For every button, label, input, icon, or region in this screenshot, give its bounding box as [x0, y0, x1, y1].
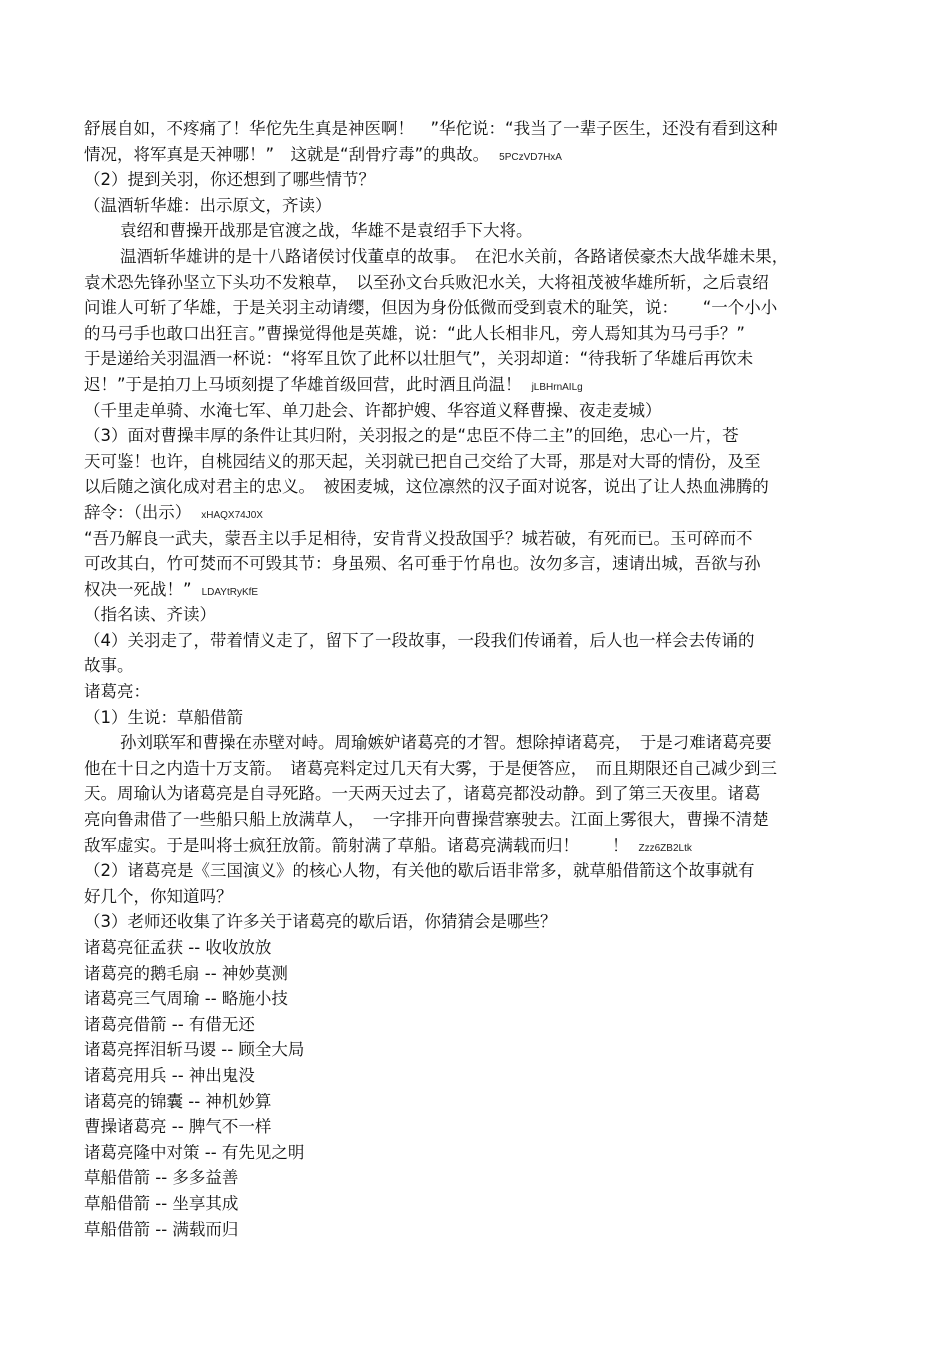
paragraph: [84, 858, 868, 909]
paragraph: [84, 1191, 868, 1217]
text-line: [84, 884, 868, 910]
line-text: （1）生说：草船借箭: [84, 707, 243, 727]
paragraph: [84, 986, 868, 1012]
line-text: （千里走单骑、水淹七军、单刀赴会、许都护嫂、华容道义释曹操、夜走麦城）: [84, 400, 662, 420]
text-line: [84, 833, 868, 859]
text-line: [84, 321, 868, 347]
line-text: 诸葛亮借箭 -- 有借无还: [84, 1014, 255, 1034]
line-text: 于是递给关羽温酒一杯说：“将军且饮了此杯以壮胆气”，关羽却道：“待我斩了华雄后再饮未: [84, 349, 754, 369]
line-text: 天可鉴！也许，自桃园结义的那天起，关羽就已把自己交给了大哥，那是对大哥的情份，及至: [84, 451, 761, 471]
line-text: 可改其白，竹可焚而不可毁其节：身虽殒、名可垂于竹帛也。汝勿多言，速请出城，吾欲与孙: [84, 554, 761, 574]
paragraph: [84, 218, 868, 244]
reference-code: LDAYtRyKfE: [201, 586, 259, 598]
paragraph: [84, 909, 868, 935]
line-text: 袁绍和曹操开战那是官渡之战，华雄不是袁绍手下大将。: [120, 221, 533, 241]
line-text: 问谁人可斩了华雄，于是关羽主动请缨，但因为身份低微而受到袁术的耻笑，说： “一个小小: [84, 298, 778, 318]
text-line: [84, 423, 868, 449]
line-text: 诸葛亮隆中对策 -- 有先见之明: [84, 1142, 305, 1162]
text-line: [84, 474, 868, 500]
paragraph: [84, 935, 868, 961]
paragraph: [84, 602, 868, 628]
text-line: [84, 346, 868, 372]
text-line: [84, 730, 868, 756]
line-text: 天。周瑜认为诸葛亮是自寻死路。一天两天过去了，诸葛亮都没动静。到了第三天夜里。诸葛: [84, 784, 761, 804]
line-text: 故事。: [84, 656, 134, 676]
line-text: 草船借箭 -- 多多益善: [84, 1168, 239, 1188]
text-line: [84, 807, 868, 833]
text-line: [84, 398, 868, 424]
text-line: [84, 602, 868, 628]
text-line: [84, 679, 868, 705]
text-line: [84, 218, 868, 244]
line-text: 辞令：（出示）: [84, 502, 192, 522]
line-text: （4）关羽走了，带着情义走了，留下了一段故事，一段我们传诵着，后人也一样会去传诵的: [84, 630, 755, 650]
text-line: [84, 142, 868, 168]
line-text: 敌军虚实。于是叫将士疯狂放箭。箭射满了草船。诸葛亮满载而归！ ！: [84, 835, 629, 855]
line-text: 好几个，你知道吗？: [84, 886, 233, 906]
paragraph: [84, 961, 868, 987]
paragraph: [84, 1037, 868, 1063]
paragraph: [84, 628, 868, 679]
text-line: [84, 449, 868, 475]
reference-code: jLBHrnAILg: [531, 381, 583, 393]
line-text: 诸葛亮挥泪斩马谡 -- 顾全大局: [84, 1040, 305, 1060]
paragraph: [84, 526, 868, 603]
paragraph: [84, 1114, 868, 1140]
paragraph: [84, 1063, 868, 1089]
paragraph: [84, 423, 868, 525]
line-text: 权决一死战！”: [84, 579, 192, 599]
text-line: [84, 1089, 868, 1115]
line-text: （2）提到关羽，你还想到了哪些情节？: [84, 170, 375, 190]
line-text: 的马弓手也敢口出狂言。”曹操觉得他是英雄，说：“此人长相非凡，旁人焉知其为马弓手？”: [84, 323, 745, 343]
text-line: [84, 858, 868, 884]
text-line: [84, 372, 868, 398]
text-line: [84, 1140, 868, 1166]
paragraph: [84, 116, 868, 167]
paragraph: [84, 1217, 868, 1243]
text-line: [84, 551, 868, 577]
text-line: [84, 244, 868, 270]
text-line: [84, 500, 868, 526]
text-line: [84, 909, 868, 935]
paragraph: [84, 398, 868, 424]
text-line: [84, 781, 868, 807]
line-text: 诸葛亮征孟获 -- 收收放放: [84, 938, 272, 957]
line-text: 诸葛亮三气周瑜 -- 略施小技: [84, 989, 288, 1009]
line-text: 迟！”于是拍刀上马顷刻提了华雄首级回营，此时酒且尚温！: [84, 374, 522, 394]
text-line: [84, 1191, 868, 1217]
text-line: [84, 653, 868, 679]
text-line: [84, 116, 868, 142]
paragraph: [84, 1140, 868, 1166]
line-text: 草船借箭 -- 坐享其成: [84, 1193, 239, 1213]
paragraph: [84, 705, 868, 731]
reference-code: xHAQX74J0X: [201, 509, 263, 521]
line-text: 孙刘联军和曹操在赤壁对峙。周瑜嫉妒诸葛亮的才智。想除掉诸葛亮， 于是刁难诸葛亮要: [120, 733, 772, 753]
text-line: [84, 1063, 868, 1089]
reference-code: Zzz6ZB2Ltk: [638, 842, 692, 854]
line-text: （温酒斩华雄：出示原文，齐读）: [84, 195, 332, 215]
line-text: 情况，将军真是天神哪！” 这就是“刮骨疗毒”的典故。: [84, 144, 490, 164]
paragraph: [84, 167, 868, 193]
line-text: 舒展自如，不疼痛了！华佗先生真是神医啊！ ”华佗说：“我当了一辈子医生，还没有看到这种: [84, 119, 778, 138]
line-text: 草船借箭 -- 满载而归: [84, 1219, 239, 1239]
text-line: [84, 577, 868, 603]
line-text: （2）诸葛亮是《三国演义》的核心人物，有关他的歇后语非常多，就草船借箭这个故事就有: [84, 861, 755, 881]
line-text: 温酒斩华雄讲的是十八路诸侯讨伐董卓的故事。 在汜水关前，各路诸侯豪杰大战华雄未果，: [120, 246, 789, 266]
line-text: 诸葛亮：: [84, 682, 150, 702]
text-line: [84, 628, 868, 654]
line-text: 袁术恐先锋孙坚立下头功不发粮草， 以至孙文台兵败汜水关，大将祖茂被华雄所斩，之后袁绍: [84, 272, 769, 292]
text-line: [84, 1114, 868, 1140]
line-text: 他在十日之内造十万支箭。 诸葛亮料定过几天有大雾，于是便答应， 而且期限还自己减少到三: [84, 758, 777, 778]
line-text: （指名读、齐读）: [84, 605, 216, 625]
line-text: 诸葛亮的鹅毛扇 -- 神妙莫测: [84, 963, 288, 983]
line-text: （3）老师还收集了许多关于诸葛亮的歇后语，你猜猜会是哪些？: [84, 912, 557, 932]
text-line: [84, 1012, 868, 1038]
paragraph: [84, 193, 868, 219]
paragraph: [84, 1165, 868, 1191]
text-line: [84, 961, 868, 987]
line-text: （3）面对曹操丰厚的条件让其归附，关羽报之的是“忠臣不侍二主”的回绝，忠心一片，苍: [84, 426, 739, 446]
paragraph: [84, 1012, 868, 1038]
text-line: [84, 295, 868, 321]
line-text: 诸葛亮的锦囊 -- 神机妙算: [84, 1091, 272, 1111]
text-line: [84, 167, 868, 193]
text-line: [84, 270, 868, 296]
paragraph: [84, 244, 868, 398]
text-line: [84, 1217, 868, 1243]
line-text: 亮向鲁肃借了一些船只船上放满草人， 一字排开向曹操营寨驶去。江面上雾很大，曹操不清楚: [84, 810, 769, 830]
text-line: [84, 935, 868, 961]
line-text: 以后随之演化成对君主的忠义。 被困麦城，这位凛然的汉子面对说客，说出了让人热血沸腾的: [84, 477, 769, 497]
text-line: [84, 1037, 868, 1063]
text-line: [84, 193, 868, 219]
document-page: [84, 116, 868, 1242]
reference-code: 5PCzVD7HxA: [499, 151, 562, 163]
paragraph: [84, 1089, 868, 1115]
text-line: [84, 705, 868, 731]
paragraph: [84, 730, 868, 858]
paragraph: [84, 679, 868, 705]
text-line: [84, 526, 868, 552]
text-line: [84, 986, 868, 1012]
line-text: 曹操诸葛亮 -- 脾气不一样: [84, 1117, 272, 1137]
text-line: [84, 1165, 868, 1191]
line-text: 诸葛亮用兵 -- 神出鬼没: [84, 1065, 255, 1085]
line-text: “吾乃解良一武夫，蒙吾主以手足相待，安肯背义投敌国乎？城若破，有死而已。玉可碎而不: [84, 528, 753, 548]
text-line: [84, 756, 868, 782]
